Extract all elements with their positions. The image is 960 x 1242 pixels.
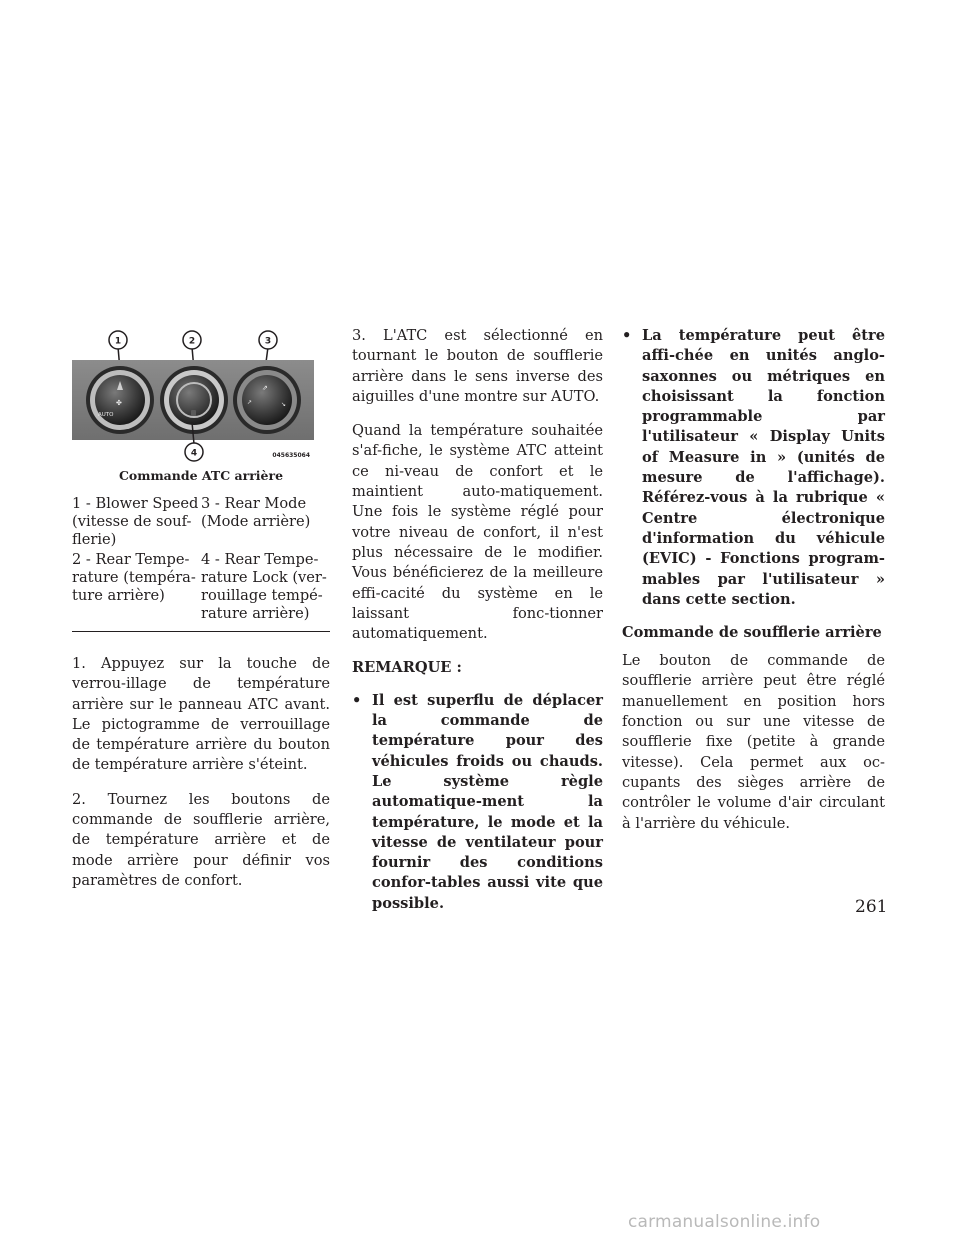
- step-1-paragraph: 1. Appuyez sur la touche de verrou-illage de température arrière sur le panneau ATC avant. Le pictogramme de verrouillage de température arrière du bouton de température arrière s'éteint.: [72, 655, 330, 774]
- legend-item-3: 3 - Rear Mode (Mode arrière): [201, 495, 311, 530]
- svg-text:3: 3: [264, 336, 272, 347]
- blower-paragraph: Le bouton de commande de soufflerie arrière peut être réglé manuellement en position hors fonction ou sur une vitesse de soufflerie fixe (petite à grande vitesse). Cela permet aux oc-cupants des sièges arrière de contrôler le volume d'air circulant à l'arrière du véhicule.: [622, 652, 885, 832]
- note-label: REMARQUE :: [352, 659, 462, 677]
- watermark: carmanualsonline.info: [628, 1212, 821, 1232]
- rear-atc-panel-illustration: [72, 326, 314, 462]
- svg-text:2: 2: [188, 336, 196, 347]
- column-middle: [352, 326, 603, 928]
- atc-figure: [72, 326, 314, 462]
- info-list: [622, 326, 885, 610]
- page-number: 261: [855, 897, 888, 917]
- step-2-paragraph: 2. Tournez les boutons de commande de soufflerie arrière, de température arrière et de mode arrière pour définir vos paramètres de confort.: [72, 790, 330, 889]
- info-item-text: La température peut être affi-chée en unités anglo-saxonnes ou métriques en choisissant la fonction programmable par l'utilisateur « Display Units of Measure in » (unités de mesure de l'affichage). Référez-vous à la rubrique « Centre électronique d'information du véhicule (EVIC) - Fonctions program-mables par l'utilisateur » dans cette section.: [642, 327, 885, 608]
- column-left: [72, 326, 330, 905]
- svg-text:↘: ↘: [281, 401, 287, 408]
- legend-row: [72, 495, 330, 551]
- blower-speed-knob: [86, 366, 154, 434]
- legend-row: [72, 551, 330, 625]
- note-list: [352, 691, 603, 914]
- svg-text:↗: ↗: [247, 399, 253, 406]
- legend-item-1: 1 - Blower Speed (vitesse de souf-flerie): [72, 495, 199, 548]
- column-right: [622, 326, 885, 848]
- image-code: 045635064: [272, 452, 310, 459]
- legend-divider: [72, 631, 330, 632]
- note-item-text: Il est superflu de déplacer la commande de température pour des véhicules froids ou chauds. Le système règle automatique-ment la température, le mode et la vitesse de ventilateur pour fournir des conditions confor-tables aussi vite que possible.: [372, 691, 603, 912]
- step-3-paragraph: 3. L'ATC est sélectionné en tournant le bouton de soufflerie arrière dans le sens inverse des aiguilles d'une montre sur AUTO.: [352, 327, 603, 405]
- lock-icon: [191, 410, 196, 416]
- info-item: [622, 326, 885, 610]
- rear-mode-knob: [233, 366, 301, 434]
- svg-text:✤: ✤: [116, 399, 122, 407]
- legend-item-4: 4 - Rear Tempe-rature Lock (ver-rouillage tempé-rature arrière): [201, 551, 327, 622]
- svg-text:⇗: ⇗: [262, 384, 268, 392]
- legend-item-2: 2 - Rear Tempe-rature (tempéra-ture arrière): [72, 551, 196, 604]
- note-item: [352, 691, 603, 914]
- figure-caption: Commande ATC arrière: [118, 468, 284, 483]
- rear-temperature-knob: [160, 366, 228, 434]
- svg-text:4: 4: [190, 448, 198, 459]
- legend-table: [72, 495, 330, 625]
- auto-label: AUTO: [98, 412, 114, 418]
- bullet-icon: •: [622, 327, 632, 344]
- section-heading: Commande de soufflerie arrière: [622, 624, 882, 642]
- bullet-icon: •: [352, 691, 362, 709]
- auto-explanation-paragraph: Quand la température souhaitée s'af-fiche, le système ATC atteint ce ni-veau de confort et le maintient auto-matiquement. Une fois le système réglé pour votre niveau de confort, il n'est plus nécessaire de le modifier. Vous bénéficierez de la meilleure effi-cacité du système en le laissant fonc-tionner automatiquement.: [352, 422, 603, 643]
- svg-text:1: 1: [114, 336, 122, 347]
